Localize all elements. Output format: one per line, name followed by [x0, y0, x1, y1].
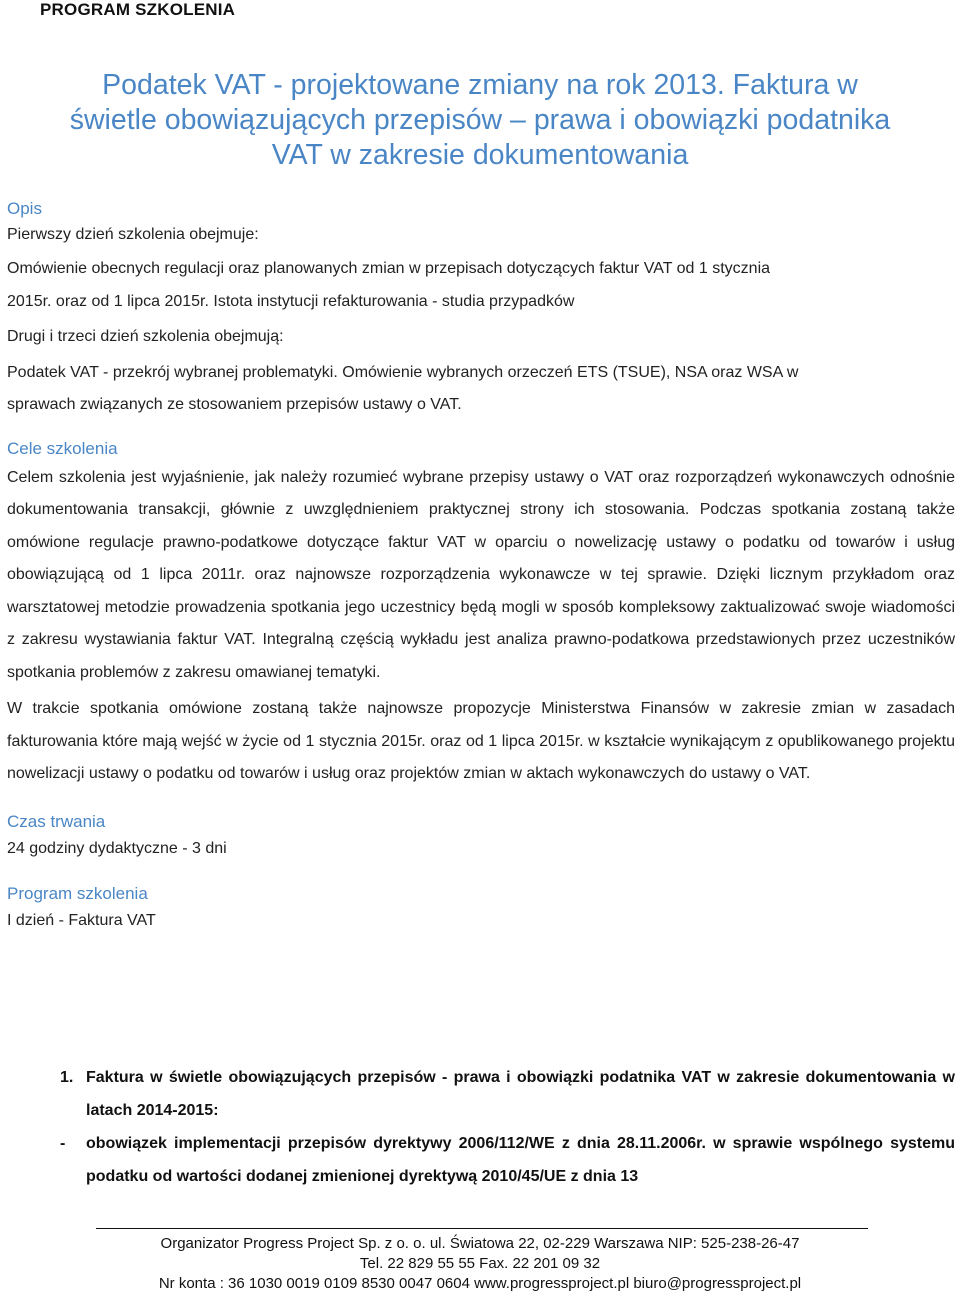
list-item — [60, 1127, 955, 1193]
program-day-label: I dzień - Faktura VAT — [7, 911, 156, 929]
czas-value: 24 godziny dydaktyczne - 3 dni — [7, 839, 227, 857]
title-line: świetle obowiązujących przepisów – prawa i obowiązki podatnika — [69, 104, 891, 136]
list-marker: 1. — [60, 1069, 74, 1086]
opis-second-intro: Drugi i trzeci dzień szkolenia obejmują: — [7, 328, 284, 345]
title-line: VAT w zakresie dokumentowania — [271, 139, 689, 171]
list-item-text: obowiązek implementacji przepisów dyrektywy 2006/112/WE z dnia 28.11.2006r. w sprawie wspólnego systemu podatku od wartości dodanej zmienionej dyrektywą 2010/45/UE z dnia 13 — [86, 1135, 955, 1185]
cele-paragraph: W trakcie spotkania omówione zostaną także najnowsze propozycje Ministerstwa Finansów w zakresie zmian w zasadach fakturowania które mają wejść w życie od 1 stycznia 2015r. oraz od 1 lipca 2015r. w kształcie wynikającym z opublikowanego projektu nowelizacji ustawy o podatku od towarów i usług oraz projektów zmian w aktach wykonawczych do ustawy o VAT. — [7, 700, 955, 782]
list-marker: - — [60, 1135, 66, 1152]
list-item — [60, 1061, 955, 1127]
document-body — [7, 196, 955, 935]
header-label: PROGRAM SZKOLENIA — [40, 0, 236, 19]
cele-paragraph: Celem szkolenia jest wyjaśnienie, jak należy rozumieć wybrane przepisy ustawy o VAT oraz rozporządzeń wykonawczych odnośnie dokumentowania transakcji, głównie z uwzględnieniem praktycznej strony ich stosowania. Podczas spotkania zostaną także omówione regulacje prawno-podatkowe dotyczące faktur VAT w oparciu o nowelizację ustawy o podatku od towarów i usług obowiązującą od 1 lipca 2011r. oraz najnowsze rozporządzenia wykonawcze w tej sprawie. Dzięki licznym przykładom oraz warsztatowej metodzie prowadzenia spotkania jego uczestnicy będą mogli w sposób kompleksowy zaktualizować swoje wiadomości z zakresu wystawiania faktur VAT. Integralną częścią wykładu jest analiza prawno-podatkowa przedstawionych przez uczestników spotkania problemów z zakresu omawianej tematyki. — [7, 468, 955, 681]
section-heading-program: Program szkolenia — [7, 883, 148, 903]
section-heading-opis: Opis — [7, 199, 42, 218]
footer-organizer: Organizator Progress Project Sp. z o. o. ul. Światowa 22, 02-229 Warszawa NIP: 525-238-26-47 — [160, 1235, 800, 1252]
opis-intro: Pierwszy dzień szkolenia obejmuje: — [7, 226, 259, 243]
section-czas — [7, 809, 955, 863]
opis-paragraph-line: sprawach związanych ze stosowaniem przepisów ustawy o VAT. — [7, 396, 462, 413]
opis-paragraph-line: Omówienie obecnych regulacji oraz planowanych zmian w przepisach dotyczących faktur VAT od 1 stycznia — [7, 260, 771, 277]
section-cele — [7, 436, 955, 791]
list-item-text: Faktura w świetle obowiązujących przepisów - prawa i obowiązki podatnika VAT w zakresie dokumentowania w latach 2014-2015: — [86, 1069, 955, 1119]
opis-paragraph-line: Podatek VAT - przekrój wybranej problematyki. Omówienie wybranych orzeczeń ETS (TSUE), NSA oraz WSA w — [7, 363, 799, 381]
program-list — [60, 1061, 955, 1193]
document-title — [0, 68, 960, 173]
title-line: Podatek VAT - projektowane zmiany na rok 2013. Faktura w — [102, 69, 858, 101]
footer — [0, 1214, 960, 1294]
footer-account: Nr konta : 36 1030 0019 0109 8530 0047 0604 www.progressproject.pl biuro@progressproject.pl — [158, 1275, 802, 1292]
footer-spacer — [0, 1214, 960, 1234]
footer-contact: Tel. 22 829 55 55 Fax. 22 201 09 32 — [359, 1255, 601, 1272]
section-heading-cele: Cele szkolenia — [7, 438, 118, 458]
section-opis — [7, 196, 955, 422]
section-program — [7, 881, 955, 935]
opis-paragraph-line: 2015r. oraz od 1 lipca 2015r. Istota instytucji refakturowania - studia przypadków — [7, 292, 575, 310]
section-heading-czas: Czas trwania — [7, 811, 106, 831]
